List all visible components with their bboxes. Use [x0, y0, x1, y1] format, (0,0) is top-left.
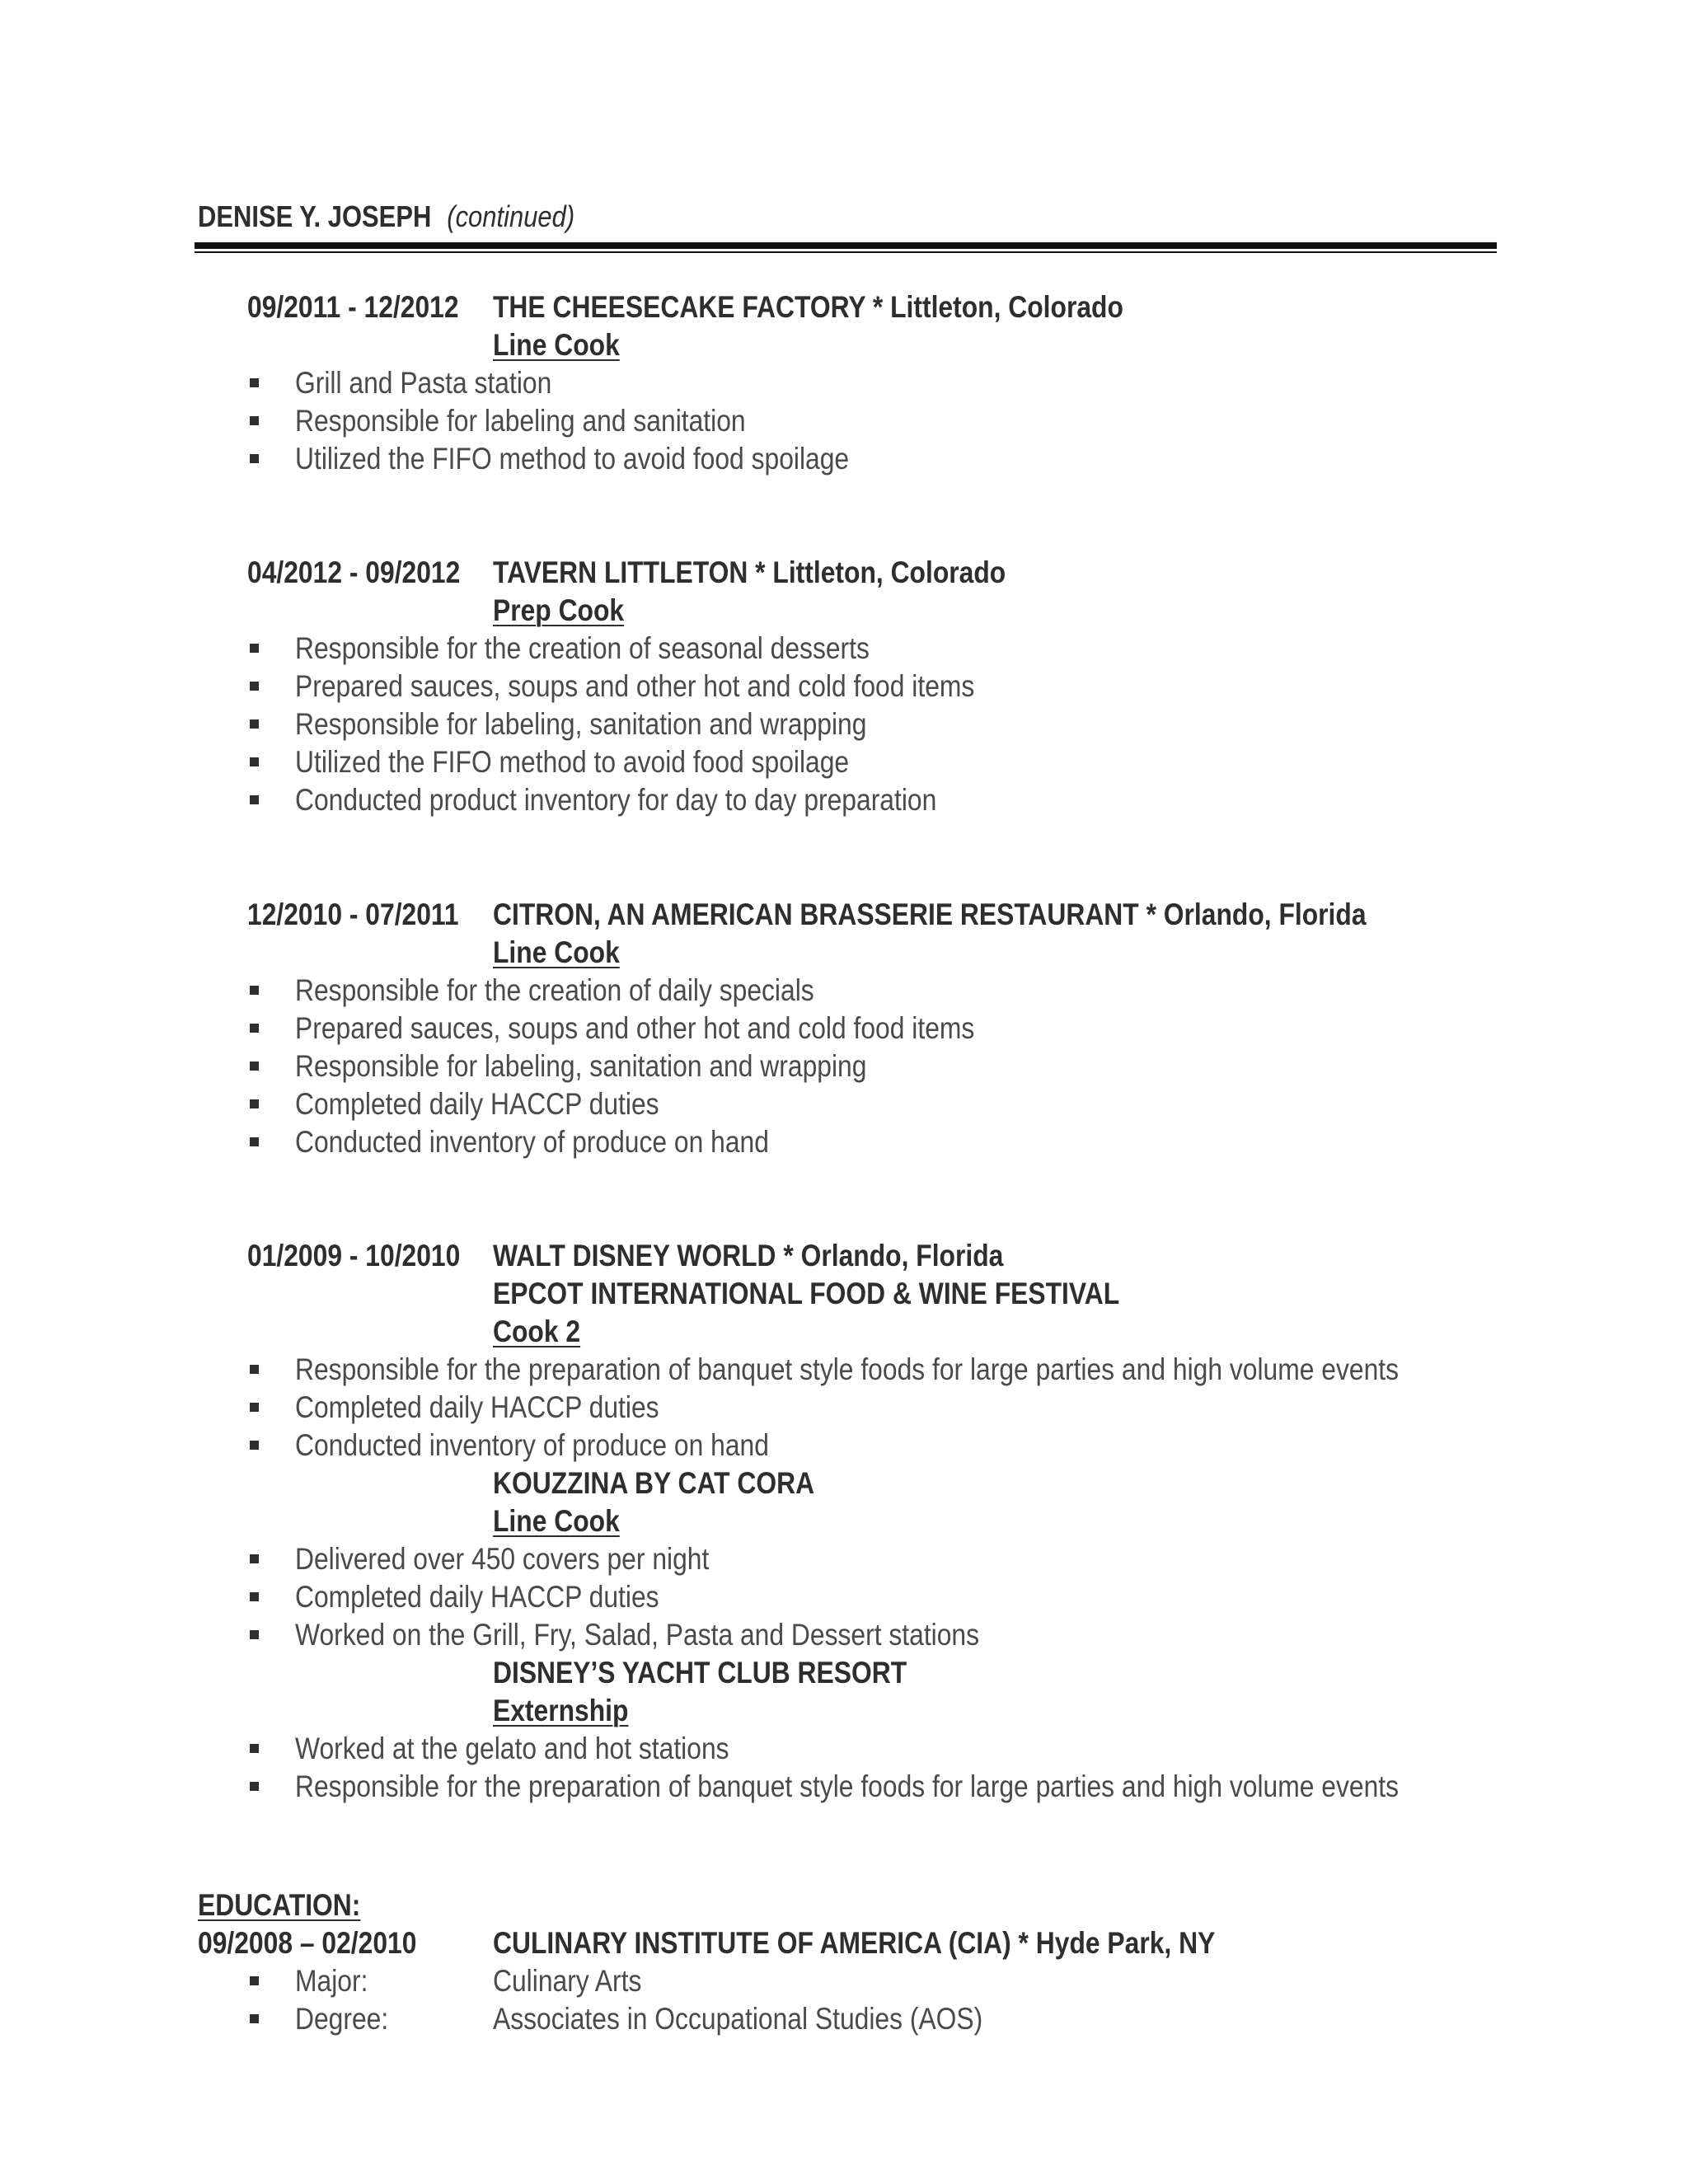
bullet-icon [250, 644, 259, 653]
job-bullet: Prepared sauces, soups and other hot and cold food items [295, 669, 975, 703]
job-title: Line Cook [493, 935, 620, 969]
education-school: CULINARY INSTITUTE OF AMERICA (CIA) * Hyde Park, NY [493, 1926, 1216, 1960]
job-bullet: Utilized the FIFO method to avoid food spoilage [295, 745, 850, 779]
job-title: Externship [493, 1694, 629, 1727]
job-employer: WALT DISNEY WORLD * Orlando, Florida [493, 1239, 1004, 1272]
sub-employer: DISNEY’S YACHT CLUB RESORT [493, 1656, 907, 1690]
job-dates: 09/2011 - 12/2012 [247, 290, 459, 324]
education-heading: EDUCATION: [198, 1888, 361, 1922]
education-label: Major: [295, 1964, 368, 1998]
job-bullet: Responsible for labeling, sanitation and wrapping [295, 1049, 867, 1083]
job-bullet: Worked on the Grill, Fry, Salad, Pasta and Dessert stations [295, 1618, 980, 1652]
bullet-icon [250, 986, 259, 995]
job-bullet: Responsible for labeling and sanitation [295, 404, 746, 438]
job-bullet: Conducted inventory of produce on hand [295, 1428, 769, 1462]
education-dates: 09/2008 – 02/2010 [198, 1926, 417, 1960]
bullet-icon [250, 1441, 259, 1450]
job-bullet: Grill and Pasta station [295, 366, 552, 400]
job-bullet: Utilized the FIFO method to avoid food spoilage [295, 442, 850, 476]
job-bullet: Worked at the gelato and hot stations [295, 1732, 729, 1765]
bullet-icon [250, 1592, 259, 1601]
bullet-icon [250, 1554, 259, 1563]
header-rule-thin [195, 251, 1497, 253]
sub-employer: KOUZZINA BY CAT CORA [493, 1466, 815, 1500]
job-employer: TAVERN LITTLETON * Littleton, Colorado [493, 555, 1006, 589]
bullet-icon [250, 1976, 259, 1985]
bullet-icon [250, 795, 259, 804]
job-bullet: Responsible for the preparation of banquet style foods for large parties and high volume events [295, 1769, 1400, 1803]
education-value: Associates in Occupational Studies (AOS) [493, 2002, 983, 2036]
job-title: Line Cook [493, 328, 620, 362]
bullet-icon [250, 1782, 259, 1791]
bullet-icon [250, 1403, 259, 1412]
education-value: Culinary Arts [493, 1964, 642, 1998]
candidate-name: DENISE Y. JOSEPH [198, 199, 432, 233]
bullet-icon [250, 1365, 259, 1374]
job-title: Line Cook [493, 1504, 620, 1538]
job-dates: 04/2012 - 09/2012 [247, 555, 461, 589]
bullet-icon [250, 1099, 259, 1108]
job-bullet: Responsible for the preparation of banquet style foods for large parties and high volume events [295, 1352, 1400, 1386]
job-bullet: Completed daily HACCP duties [295, 1580, 659, 1614]
job-dates: 01/2009 - 10/2010 [247, 1239, 461, 1272]
job-bullet: Prepared sauces, soups and other hot and cold food items [295, 1011, 975, 1045]
header-rule-thick [195, 242, 1497, 249]
education-label: Degree: [295, 2002, 389, 2036]
bullet-icon [250, 719, 259, 729]
job-bullet: Conducted product inventory for day to day preparation [295, 783, 937, 817]
bullet-icon [250, 1024, 259, 1033]
job-bullet: Completed daily HACCP duties [295, 1087, 659, 1121]
job-dates: 12/2010 - 07/2011 [247, 898, 459, 931]
sub-employer: EPCOT INTERNATIONAL FOOD & WINE FESTIVAL [493, 1277, 1120, 1310]
job-bullet: Responsible for the creation of daily specials [295, 973, 814, 1007]
job-bullet: Delivered over 450 covers per night [295, 1542, 710, 1576]
bullet-icon [250, 416, 259, 425]
job-employer: CITRON, AN AMERICAN BRASSERIE RESTAURANT * Orlando, Florida [493, 898, 1367, 931]
job-bullet: Responsible for labeling, sanitation and wrapping [295, 707, 867, 741]
bullet-icon [250, 454, 259, 463]
bullet-icon [250, 1062, 259, 1071]
bullet-icon [250, 682, 259, 691]
bullet-icon [250, 378, 259, 387]
bullet-icon [250, 1137, 259, 1146]
bullet-icon [250, 2014, 259, 2023]
job-title: Cook 2 [493, 1315, 581, 1348]
job-employer: THE CHEESECAKE FACTORY * Littleton, Colorado [493, 290, 1123, 324]
continued-label: (continued) [447, 199, 575, 233]
bullet-icon [250, 757, 259, 766]
bullet-icon [250, 1744, 259, 1753]
job-bullet: Responsible for the creation of seasonal desserts [295, 631, 870, 665]
job-bullet: Conducted inventory of produce on hand [295, 1125, 769, 1159]
job-title: Prep Cook [493, 593, 625, 627]
bullet-icon [250, 1630, 259, 1639]
job-bullet: Completed daily HACCP duties [295, 1390, 659, 1424]
resume-header [198, 199, 574, 234]
